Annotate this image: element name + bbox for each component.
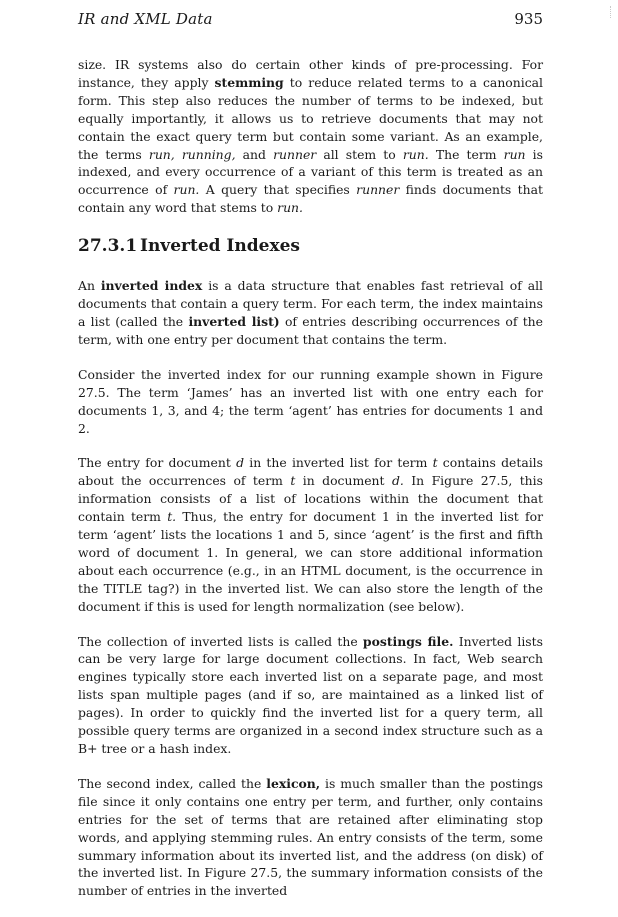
section-heading	[78, 235, 543, 257]
paragraph-running-example: Consider the inverted index for our running example shown in Figure 27.5. The term ‘James’ has an inverted list with one entry each for documents 1, 3, and 4; the term ‘agent’ has entries for documents 1 and 2.	[78, 366, 543, 436]
paragraph-inverted-index: An inverted index is a data structure that enables fast retrieval of all documents that contain a query term. For each term, the index maintains a list (called the inverted list) of entries describing occurrences of the term, with one entry per document that contains the term.	[78, 278, 544, 347]
paragraph-postings-file: The collection of inverted lists is called the postings file. Inverted lists can be very large for large document collections. In fact, Web search engines typically store each inverted list on a separate page, and most lists span multiple pages (and if so, are maintained as a linked list of pages). In order to quickly find the inverted list for a query term, all possible query terms are organized in a second index structure such as a B+ tree or a hash index.	[78, 633, 543, 756]
term-inverted-index: inverted index	[100, 278, 203, 294]
scan-artifact	[610, 6, 614, 18]
term-postings-file: postings file.	[362, 633, 454, 649]
intro-paragraph: size. IR systems also do certain other kinds of pre-processing. For instance, they apply stemming to reduce related terms to a canonical form. This step also reduces the number of terms to be indexed, but equally importantly, it allows us to retrieve documents that may not contain the exact query term but contain some variant. As an example, the terms run, running, and runner all stem to run. The term run is indexed, and every occurrence of a variant of this term is treated as an occurrence of run. A query that specifies runner finds documents that contain any word that stems to run.	[78, 57, 543, 216]
paragraph-entry-details: The entry for document d in the inverted list for term t contains details about the occurrences of term t in document d. In Figure 27.5, this information consists of a list of locations within the document that contain term t. Thus, the entry for document 1 in the inverted list for term ‘agent’ lists the locations 1 and 5, since ‘agent’ is the first and fifth word of document 1. In general, we can store additional information about each occurrence (e.g., in an HTML document, is the occurrence in the TITLE tag?) in the inverted list. We can also store the length of the document if this is used for length normalization (see below).	[78, 455, 544, 614]
running-title: IR and XML Data	[78, 10, 213, 28]
section-title: Inverted Indexes	[140, 236, 300, 257]
page-number: 935	[514, 10, 543, 28]
paragraph-lexicon: The second index, called the lexicon, is much smaller than the postings file since it only contains one entry per term, and further, only contains entries for the set of terms that are retained after eliminating stop words, and applying stemming rules. An entry consists of the term, some summary information about its inverted list, and the address (on disk) of the inverted list. In Figure 27.5, the summary information consists of the number of entries in the inverted	[78, 775, 543, 899]
section-number: 27.3.1	[78, 236, 138, 257]
term-stemming: stemming	[214, 74, 284, 90]
page-header	[78, 10, 543, 32]
page-body	[78, 56, 543, 917]
term-inverted-list: inverted list)	[188, 313, 280, 329]
term-lexicon: lexicon,	[266, 775, 321, 791]
